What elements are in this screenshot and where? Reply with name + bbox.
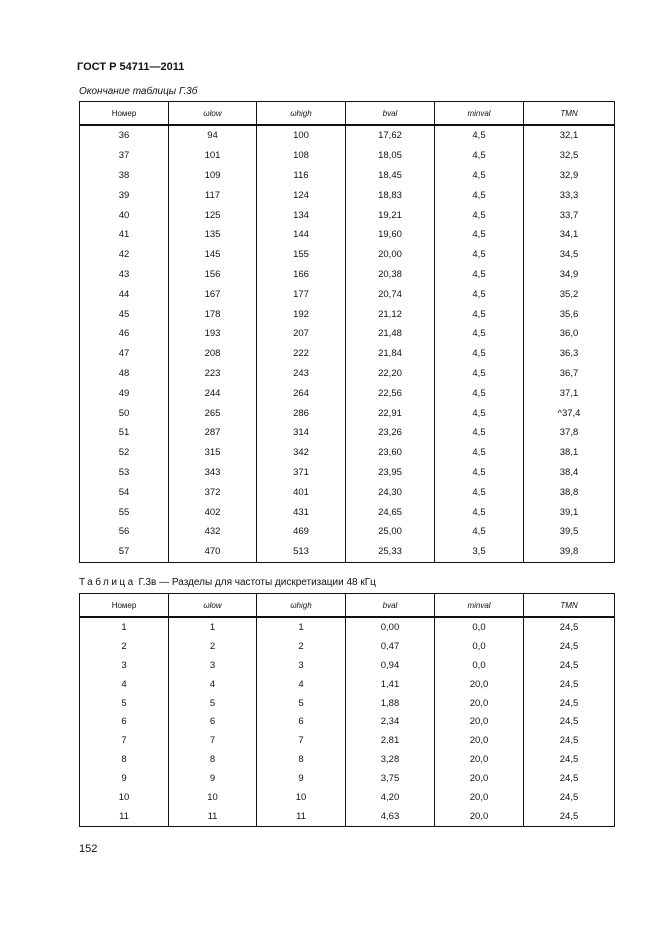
column-header-whigh: ωhigh [257, 102, 346, 126]
cell-number: 11 [80, 807, 169, 826]
cell-number: 49 [80, 383, 169, 403]
cell-wlow: 6 [169, 712, 257, 731]
table-row [80, 185, 615, 205]
table-row [80, 245, 615, 265]
cell-whigh: 286 [257, 403, 346, 423]
cell-whigh: 108 [257, 146, 346, 166]
table-row [80, 750, 615, 769]
table-row [80, 522, 615, 542]
cell-whigh: 243 [257, 364, 346, 384]
cell-number: 42 [80, 245, 169, 265]
cell-bval: 23,26 [346, 423, 435, 443]
cell-tmn: 24,5 [524, 769, 615, 788]
cell-bval: 1,88 [346, 694, 435, 713]
cell-whigh: 431 [257, 502, 346, 522]
cell-tmn: 37,8 [524, 423, 615, 443]
column-header-tmn: TMN [524, 102, 615, 126]
cell-wlow: 1 [169, 617, 257, 637]
cell-tmn: 24,5 [524, 731, 615, 750]
cell-minval: 0,0 [435, 617, 524, 637]
cell-tmn: 36,7 [524, 364, 615, 384]
cell-tmn: 39,1 [524, 502, 615, 522]
cell-whigh: 314 [257, 423, 346, 443]
cell-minval: 4,5 [435, 225, 524, 245]
cell-number: 1 [80, 617, 169, 637]
cell-wlow: 223 [169, 364, 257, 384]
cell-bval: 23,95 [346, 463, 435, 483]
cell-bval: 22,20 [346, 364, 435, 384]
cell-wlow: 167 [169, 284, 257, 304]
cell-whigh: 469 [257, 522, 346, 542]
cell-minval: 4,5 [435, 205, 524, 225]
cell-minval: 4,5 [435, 324, 524, 344]
cell-wlow: 2 [169, 637, 257, 656]
cell-whigh: 5 [257, 694, 346, 713]
cell-tmn: 24,5 [524, 750, 615, 769]
cell-whigh: 4 [257, 675, 346, 694]
cell-whigh: 222 [257, 344, 346, 364]
cell-minval: 4,5 [435, 383, 524, 403]
cell-whigh: 134 [257, 205, 346, 225]
cell-whigh: 116 [257, 166, 346, 186]
cell-wlow: 9 [169, 769, 257, 788]
cell-tmn: 24,5 [524, 712, 615, 731]
cell-whigh: 513 [257, 542, 346, 562]
cell-tmn: 32,5 [524, 146, 615, 166]
cell-tmn: 36,3 [524, 344, 615, 364]
cell-minval: 4,5 [435, 265, 524, 285]
cell-tmn: 38,4 [524, 463, 615, 483]
cell-wlow: 117 [169, 185, 257, 205]
cell-minval: 20,0 [435, 675, 524, 694]
table-b-caption-text: Г.3в — Разделы для частоты дискретизации 48 кГц [138, 577, 376, 588]
cell-number: 4 [80, 675, 169, 694]
table-row [80, 542, 615, 562]
table-b-header-row [80, 594, 615, 618]
cell-number: 41 [80, 225, 169, 245]
cell-wlow: 4 [169, 675, 257, 694]
column-header-minval: minval [435, 102, 524, 126]
cell-tmn: 24,5 [524, 656, 615, 675]
table-row [80, 423, 615, 443]
cell-minval: 3,5 [435, 542, 524, 562]
cell-minval: 4,5 [435, 403, 524, 423]
cell-wlow: 402 [169, 502, 257, 522]
table-row [80, 482, 615, 502]
cell-wlow: 193 [169, 324, 257, 344]
cell-tmn: 34,1 [524, 225, 615, 245]
table-row [80, 807, 615, 826]
cell-whigh: 10 [257, 788, 346, 807]
cell-bval: 3,75 [346, 769, 435, 788]
cell-wlow: 244 [169, 383, 257, 403]
cell-whigh: 9 [257, 769, 346, 788]
cell-tmn: 37,1 [524, 383, 615, 403]
cell-bval: 24,65 [346, 502, 435, 522]
table-row [80, 284, 615, 304]
table-row [80, 731, 615, 750]
cell-tmn: 33,3 [524, 185, 615, 205]
cell-tmn: 32,9 [524, 166, 615, 186]
cell-tmn: 33,7 [524, 205, 615, 225]
cell-wlow: 208 [169, 344, 257, 364]
cell-tmn: ^37,4 [524, 403, 615, 423]
cell-whigh: 11 [257, 807, 346, 826]
column-header-number: Номер [80, 594, 169, 618]
cell-minval: 20,0 [435, 731, 524, 750]
table-row [80, 265, 615, 285]
cell-bval: 24,30 [346, 482, 435, 502]
cell-wlow: 315 [169, 443, 257, 463]
cell-minval: 4,5 [435, 185, 524, 205]
cell-number: 48 [80, 364, 169, 384]
table-row [80, 463, 615, 483]
table-row [80, 324, 615, 344]
cell-bval: 3,28 [346, 750, 435, 769]
cell-minval: 4,5 [435, 304, 524, 324]
cell-bval: 1,41 [346, 675, 435, 694]
table-b [79, 593, 615, 827]
cell-number: 54 [80, 482, 169, 502]
cell-wlow: 8 [169, 750, 257, 769]
cell-bval: 17,62 [346, 125, 435, 146]
cell-wlow: 109 [169, 166, 257, 186]
cell-number: 8 [80, 750, 169, 769]
cell-minval: 4,5 [435, 125, 524, 146]
cell-bval: 19,60 [346, 225, 435, 245]
table-row [80, 304, 615, 324]
table-row [80, 637, 615, 656]
cell-number: 40 [80, 205, 169, 225]
table-row [80, 364, 615, 384]
table-row [80, 694, 615, 713]
cell-minval: 4,5 [435, 284, 524, 304]
cell-wlow: 343 [169, 463, 257, 483]
cell-bval: 25,00 [346, 522, 435, 542]
column-header-minval: minval [435, 594, 524, 618]
cell-minval: 4,5 [435, 166, 524, 186]
cell-minval: 4,5 [435, 463, 524, 483]
table-b-caption-label: Таблица [79, 577, 136, 588]
cell-bval: 20,00 [346, 245, 435, 265]
table-row [80, 502, 615, 522]
cell-bval: 0,00 [346, 617, 435, 637]
cell-tmn: 39,5 [524, 522, 615, 542]
column-header-wlow: ωlow [169, 102, 257, 126]
table-row [80, 788, 615, 807]
cell-wlow: 265 [169, 403, 257, 423]
cell-number: 47 [80, 344, 169, 364]
table-row [80, 769, 615, 788]
cell-whigh: 124 [257, 185, 346, 205]
page-number: 152 [79, 843, 98, 855]
table-row [80, 443, 615, 463]
cell-tmn: 32,1 [524, 125, 615, 146]
table-a [79, 101, 615, 563]
cell-bval: 19,21 [346, 205, 435, 225]
cell-minval: 4,5 [435, 423, 524, 443]
cell-whigh: 342 [257, 443, 346, 463]
column-header-bval: bval [346, 102, 435, 126]
cell-number: 55 [80, 502, 169, 522]
cell-tmn: 24,5 [524, 637, 615, 656]
cell-tmn: 24,5 [524, 694, 615, 713]
cell-minval: 4,5 [435, 482, 524, 502]
cell-tmn: 24,5 [524, 617, 615, 637]
cell-whigh: 144 [257, 225, 346, 245]
cell-minval: 4,5 [435, 443, 524, 463]
cell-minval: 4,5 [435, 522, 524, 542]
cell-number: 10 [80, 788, 169, 807]
cell-tmn: 24,5 [524, 675, 615, 694]
cell-minval: 0,0 [435, 656, 524, 675]
table-row [80, 166, 615, 186]
cell-bval: 0,94 [346, 656, 435, 675]
cell-tmn: 35,2 [524, 284, 615, 304]
cell-minval: 4,5 [435, 344, 524, 364]
cell-number: 44 [80, 284, 169, 304]
cell-whigh: 401 [257, 482, 346, 502]
table-row [80, 617, 615, 637]
cell-whigh: 7 [257, 731, 346, 750]
cell-tmn: 39,8 [524, 542, 615, 562]
cell-tmn: 36,0 [524, 324, 615, 344]
cell-minval: 4,5 [435, 364, 524, 384]
cell-number: 52 [80, 443, 169, 463]
cell-number: 53 [80, 463, 169, 483]
cell-bval: 2,81 [346, 731, 435, 750]
cell-number: 45 [80, 304, 169, 324]
table-b-caption [79, 577, 376, 588]
cell-wlow: 470 [169, 542, 257, 562]
table-row [80, 383, 615, 403]
cell-whigh: 371 [257, 463, 346, 483]
cell-minval: 20,0 [435, 750, 524, 769]
cell-whigh: 2 [257, 637, 346, 656]
cell-number: 39 [80, 185, 169, 205]
column-header-whigh: ωhigh [257, 594, 346, 618]
cell-minval: 4,5 [435, 502, 524, 522]
cell-bval: 20,74 [346, 284, 435, 304]
cell-bval: 4,63 [346, 807, 435, 826]
cell-number: 2 [80, 637, 169, 656]
cell-bval: 18,05 [346, 146, 435, 166]
cell-number: 57 [80, 542, 169, 562]
cell-minval: 4,5 [435, 146, 524, 166]
column-header-tmn: TMN [524, 594, 615, 618]
cell-number: 7 [80, 731, 169, 750]
cell-wlow: 135 [169, 225, 257, 245]
cell-bval: 21,48 [346, 324, 435, 344]
cell-whigh: 192 [257, 304, 346, 324]
column-header-wlow: ωlow [169, 594, 257, 618]
table-row [80, 344, 615, 364]
cell-number: 43 [80, 265, 169, 285]
cell-wlow: 156 [169, 265, 257, 285]
table-row [80, 403, 615, 423]
cell-number: 38 [80, 166, 169, 186]
cell-whigh: 177 [257, 284, 346, 304]
cell-tmn: 24,5 [524, 807, 615, 826]
cell-minval: 20,0 [435, 807, 524, 826]
cell-bval: 21,12 [346, 304, 435, 324]
cell-number: 3 [80, 656, 169, 675]
cell-bval: 2,34 [346, 712, 435, 731]
cell-whigh: 6 [257, 712, 346, 731]
cell-bval: 20,38 [346, 265, 435, 285]
table-row [80, 656, 615, 675]
cell-number: 9 [80, 769, 169, 788]
cell-tmn: 35,6 [524, 304, 615, 324]
column-header-bval: bval [346, 594, 435, 618]
cell-bval: 18,45 [346, 166, 435, 186]
cell-whigh: 3 [257, 656, 346, 675]
cell-number: 6 [80, 712, 169, 731]
cell-whigh: 100 [257, 125, 346, 146]
cell-wlow: 7 [169, 731, 257, 750]
cell-wlow: 5 [169, 694, 257, 713]
cell-bval: 0,47 [346, 637, 435, 656]
cell-wlow: 11 [169, 807, 257, 826]
table-row [80, 125, 615, 146]
cell-bval: 22,91 [346, 403, 435, 423]
cell-wlow: 432 [169, 522, 257, 542]
cell-tmn: 38,1 [524, 443, 615, 463]
cell-minval: 4,5 [435, 245, 524, 265]
cell-number: 56 [80, 522, 169, 542]
cell-wlow: 145 [169, 245, 257, 265]
cell-number: 50 [80, 403, 169, 423]
cell-minval: 20,0 [435, 694, 524, 713]
cell-whigh: 1 [257, 617, 346, 637]
cell-bval: 21,84 [346, 344, 435, 364]
cell-wlow: 3 [169, 656, 257, 675]
table-a-caption: Окончание таблицы Г.3б [79, 86, 198, 97]
cell-minval: 20,0 [435, 788, 524, 807]
cell-number: 37 [80, 146, 169, 166]
cell-bval: 25,33 [346, 542, 435, 562]
cell-number: 36 [80, 125, 169, 146]
cell-bval: 4,20 [346, 788, 435, 807]
cell-wlow: 372 [169, 482, 257, 502]
cell-tmn: 34,5 [524, 245, 615, 265]
cell-tmn: 24,5 [524, 788, 615, 807]
table-row [80, 675, 615, 694]
cell-minval: 20,0 [435, 769, 524, 788]
cell-wlow: 101 [169, 146, 257, 166]
cell-wlow: 178 [169, 304, 257, 324]
cell-whigh: 207 [257, 324, 346, 344]
cell-bval: 23,60 [346, 443, 435, 463]
cell-whigh: 264 [257, 383, 346, 403]
cell-wlow: 287 [169, 423, 257, 443]
cell-wlow: 94 [169, 125, 257, 146]
cell-number: 51 [80, 423, 169, 443]
cell-minval: 20,0 [435, 712, 524, 731]
table-row [80, 146, 615, 166]
column-header-number: Номер [80, 102, 169, 126]
cell-bval: 18,83 [346, 185, 435, 205]
document-header: ГОСТ Р 54711—2011 [77, 61, 185, 73]
cell-bval: 22,56 [346, 383, 435, 403]
table-row [80, 712, 615, 731]
cell-minval: 0,0 [435, 637, 524, 656]
cell-wlow: 10 [169, 788, 257, 807]
cell-tmn: 38,8 [524, 482, 615, 502]
cell-number: 5 [80, 694, 169, 713]
table-row [80, 205, 615, 225]
cell-number: 46 [80, 324, 169, 344]
cell-whigh: 8 [257, 750, 346, 769]
cell-wlow: 125 [169, 205, 257, 225]
cell-whigh: 166 [257, 265, 346, 285]
table-a-header-row [80, 102, 615, 126]
table-row [80, 225, 615, 245]
cell-whigh: 155 [257, 245, 346, 265]
cell-tmn: 34,9 [524, 265, 615, 285]
